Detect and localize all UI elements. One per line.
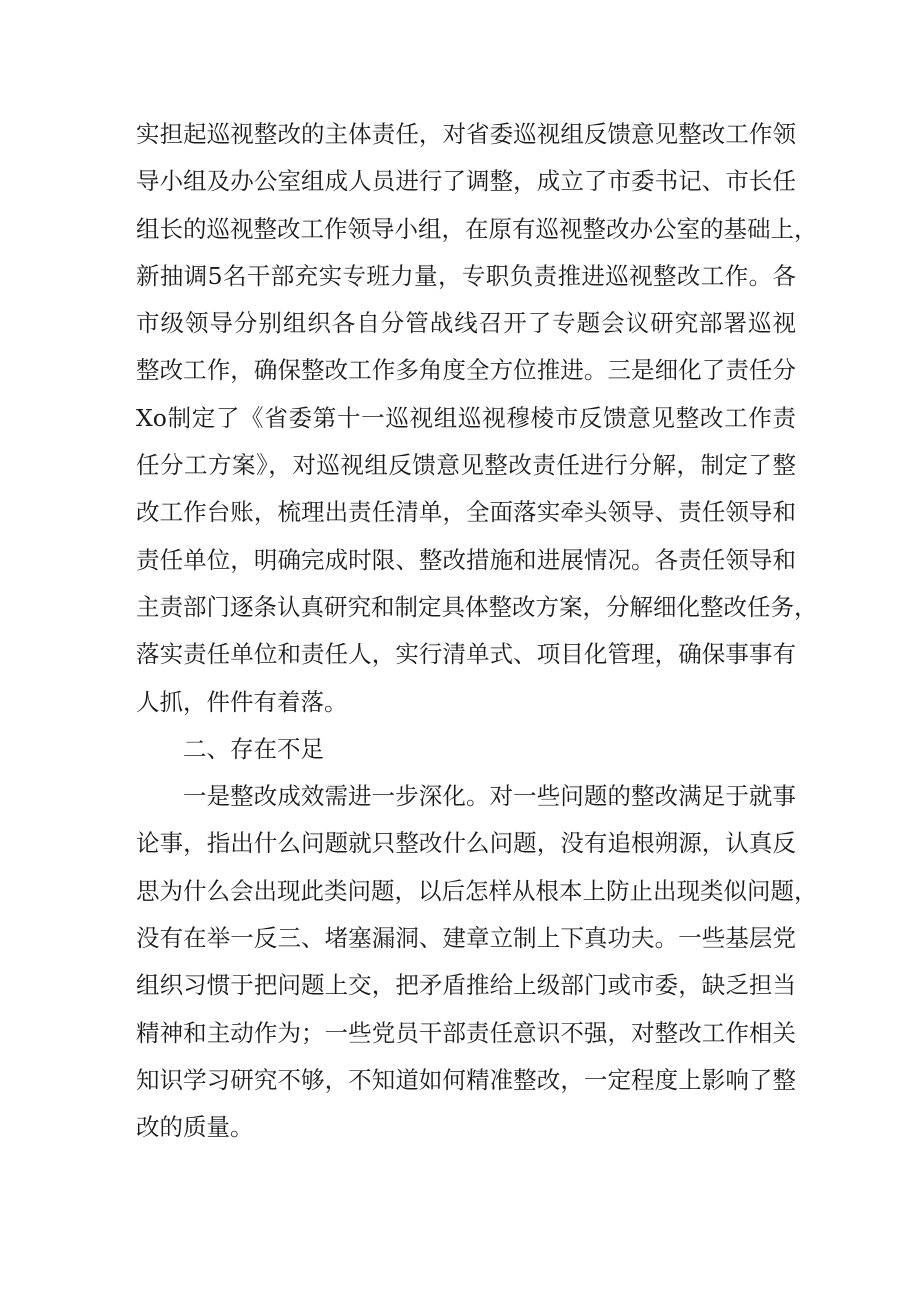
paragraph-line: 导小组及办公室组成人员进行了调整，成立了市委书记、市长任 [136, 167, 796, 196]
paragraph-line: 主责部门逐条认真研究和制定具体整改方案，分解细化整改任务， [136, 592, 818, 621]
paragraph-line: 精神和主动作为；一些党员干部责任意识不强，对整改工作相关 [136, 1018, 796, 1047]
document-body [136, 111, 818, 1152]
paragraph-line: 知识学习研究不够，不知道如何精准整改，一定程度上影响了整 [136, 1065, 796, 1094]
paragraph-line: 没有在举一反三、堵塞漏洞、建章立制上下真功夫。一些基层党 [136, 924, 796, 953]
paragraph-line: 改的质量。 [136, 1113, 254, 1142]
paragraph-line: 人抓，件件有着落。 [136, 687, 348, 716]
paragraph-line: 任分工方案》，对巡视组反馈意见整改责任进行分解，制定了整 [136, 451, 796, 480]
paragraph-line: 思为什么会出现此类问题，以后怎样从根本上防止出现类似问题， [136, 876, 818, 905]
paragraph-line: 组织习惯于把问题上交，把矛盾推给上级部门或市委，缺乏担当 [136, 971, 796, 1000]
section-heading: 二、存在不足 [183, 734, 324, 763]
paragraph-line: 一是整改成效需进一步深化。对一些问题的整改满足于就事 [183, 782, 796, 811]
paragraph-line: 实担起巡视整改的主体责任，对省委巡视组反馈意见整改工作领 [136, 120, 796, 148]
paragraph-line: 组长的巡视整改工作领导小组，在原有巡视整改办公室的基础上， [136, 214, 818, 243]
paragraph-line: 改工作台账，梳理出责任清单，全面落实牵头领导、责任领导和 [136, 498, 796, 527]
paragraph-line: 整改工作，确保整改工作多角度全方位推进。三是细化了责任分 [136, 356, 796, 385]
paragraph-line: 责任单位，明确完成时限、整改措施和进展情况。各责任领导和 [136, 545, 796, 574]
paragraph-line: Xo制定了《省委第十一巡视组巡视穆棱市反馈意见整改工作责 [136, 403, 796, 432]
paragraph-line: 新抽调5名干部充实专班力量，专职负责推进巡视整改工作。各 [136, 261, 796, 290]
paragraph-line: 市级领导分别组织各自分管战线召开了专题会议研究部署巡视 [136, 309, 796, 338]
paragraph-line: 落实责任单位和责任人，实行清单式、项目化管理，确保事事有 [136, 640, 796, 669]
paragraph-line: 论事，指出什么问题就只整改什么问题，没有追根朔源，认真反 [136, 829, 796, 858]
